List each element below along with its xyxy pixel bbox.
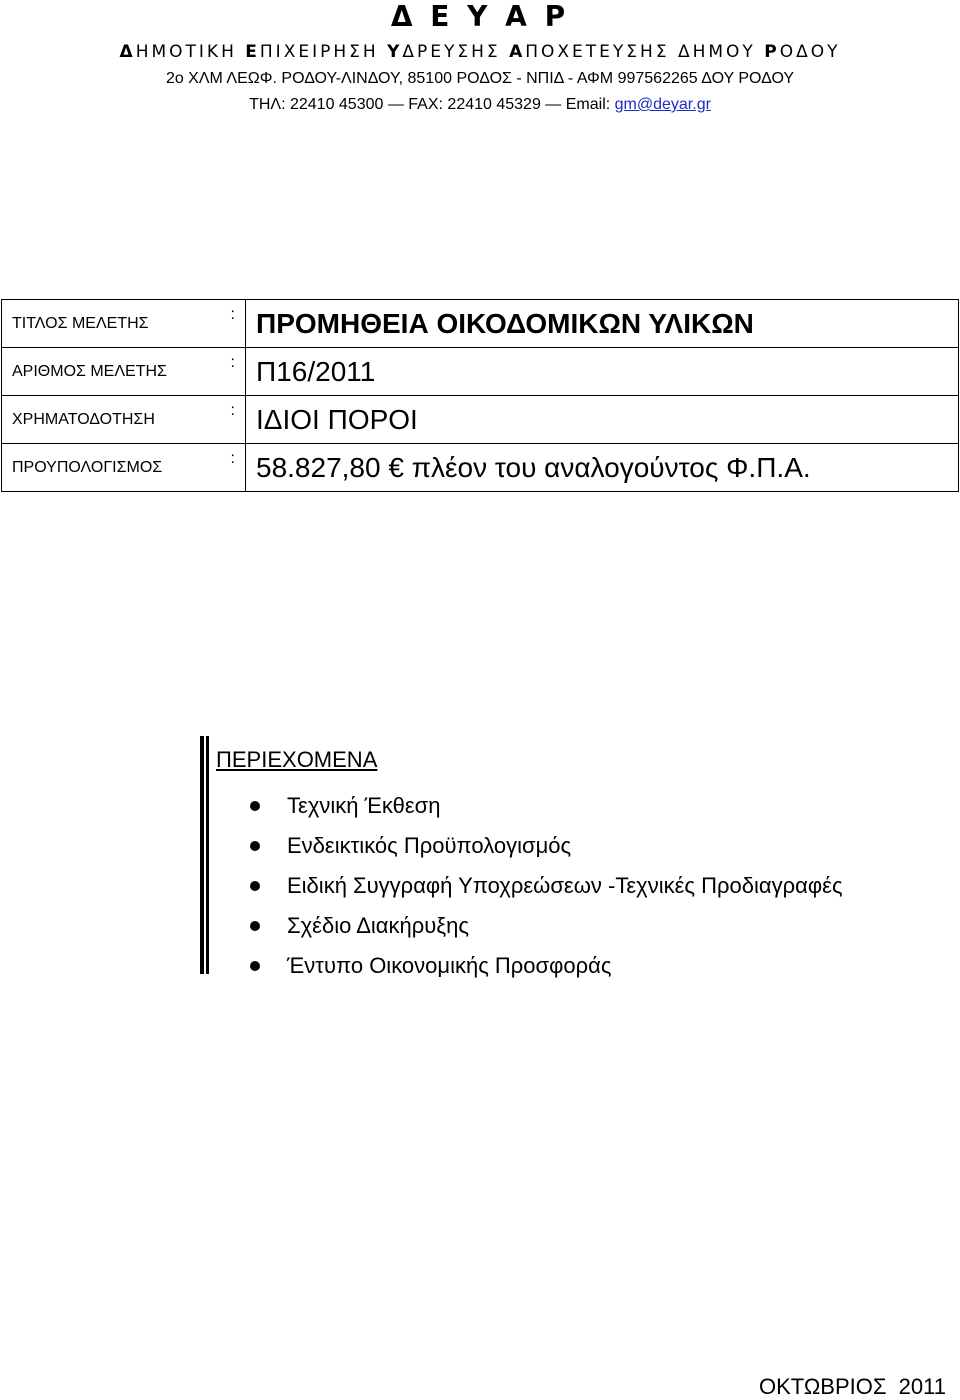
list-item <box>250 826 843 866</box>
funding-label-cell <box>2 396 246 444</box>
funding-value: ΙΔΙΟΙ ΠΟΡΟΙ <box>246 396 959 444</box>
label-colon: : <box>230 354 235 371</box>
label-colon: : <box>230 306 235 323</box>
study-number-row <box>2 348 959 396</box>
bullet-icon <box>250 801 260 811</box>
study-title-value: ΠΡΟΜΗΘΕΙΑ ΟΙΚΟΔΟΜΙΚΩΝ ΥΛΙΚΩΝ <box>246 300 959 348</box>
org-name-initial-1: Δ <box>119 42 136 62</box>
org-name-initial-4: Α <box>509 42 526 62</box>
org-name-initial-3: Υ <box>387 42 403 62</box>
list-item <box>250 906 843 946</box>
funding-label: ΧΡΗΜΑΤΟΔΟΤΗΣΗ <box>12 410 155 428</box>
document-date: ΟΚΤΩΒΡΙΟΣ 2011 <box>759 1374 946 1399</box>
org-name-rest-3: ΔΡΕΥΣΗΣ <box>402 42 510 62</box>
budget-label: ΠΡΟΥΠΟΛΟΓΙΣΜΟΣ <box>12 458 163 476</box>
contents-title: ΠΕΡΙΕΧΟΜΕΝΑ <box>216 747 378 772</box>
contents-item-label: Σχέδιο Διακήρυξης <box>287 913 469 938</box>
org-name-rest-1: ΗΜΟΤΙΚΗ <box>135 42 246 62</box>
org-name-rest-4: ΠΟΧΕΤΕΥΣΗΣ <box>525 42 678 62</box>
email-link[interactable]: gm@deyar.gr <box>614 96 711 113</box>
contents-list <box>250 786 843 986</box>
organization-contact <box>0 94 960 116</box>
study-number-label-cell <box>2 348 246 396</box>
contents-left-border-inner <box>206 736 209 974</box>
study-title-label-cell <box>2 300 246 348</box>
study-title-row <box>2 300 959 348</box>
funding-row <box>2 396 959 444</box>
contents-item-label: Ειδική Συγγραφή Υποχρεώσεων -Τεχνικές Προδιαγραφές <box>287 873 843 898</box>
org-name-initial-2: Ε <box>245 42 260 62</box>
budget-row <box>2 444 959 492</box>
org-name-rest-6: ΟΔΟΥ <box>779 42 841 62</box>
list-item <box>250 786 843 826</box>
study-title-label: ΤΙΤΛΟΣ ΜΕΛΕΤΗΣ <box>12 314 149 332</box>
contents-box <box>200 736 900 978</box>
label-colon: : <box>230 450 235 467</box>
contents-item-label: Ενδεικτικός Προϋπολογισμός <box>287 833 572 858</box>
budget-label-cell <box>2 444 246 492</box>
budget-value: 58.827,80 € πλέον του αναλογούντος Φ.Π.Α. <box>246 444 959 492</box>
list-item <box>250 866 843 906</box>
list-item <box>250 946 843 986</box>
bullet-icon <box>250 881 260 891</box>
organization-name <box>0 40 960 64</box>
study-number-label: ΑΡΙΘΜΟΣ ΜΕΛΕΤΗΣ <box>12 362 167 380</box>
contents-item-label: Τεχνική Έκθεση <box>287 793 441 818</box>
contents-left-border <box>200 736 204 974</box>
study-info-table <box>1 299 959 492</box>
org-name-rest-2: ΠΙΧΕΙΡΗΣΗ <box>259 42 388 62</box>
bullet-icon <box>250 921 260 931</box>
bullet-icon <box>250 841 260 851</box>
bullet-icon <box>250 961 260 971</box>
contact-phone-fax: ΤΗΛ: 22410 45300 — FAX: 22410 45329 — Email: <box>249 96 615 113</box>
org-name-rest-5: ΔΗΜΟΥ <box>677 42 765 62</box>
label-colon: : <box>230 402 235 419</box>
organization-address: 2ο ΧΛΜ ΛΕΩΦ. ΡΟΔΟΥ-ΛΙΝΔΟΥ, 85100 ΡΟΔΟΣ - ΝΠΙΔ - ΑΦΜ 997562265 ΔΟΥ ΡΟΔΟΥ <box>165 70 795 87</box>
contents-item-label: Έντυπο Οικονομικής Προσφοράς <box>287 953 612 978</box>
organization-abbreviation: Δ Ε Υ Α Ρ <box>390 0 570 33</box>
study-number-value: Π16/2011 <box>246 348 959 396</box>
org-name-initial-6: Ρ <box>764 42 780 62</box>
